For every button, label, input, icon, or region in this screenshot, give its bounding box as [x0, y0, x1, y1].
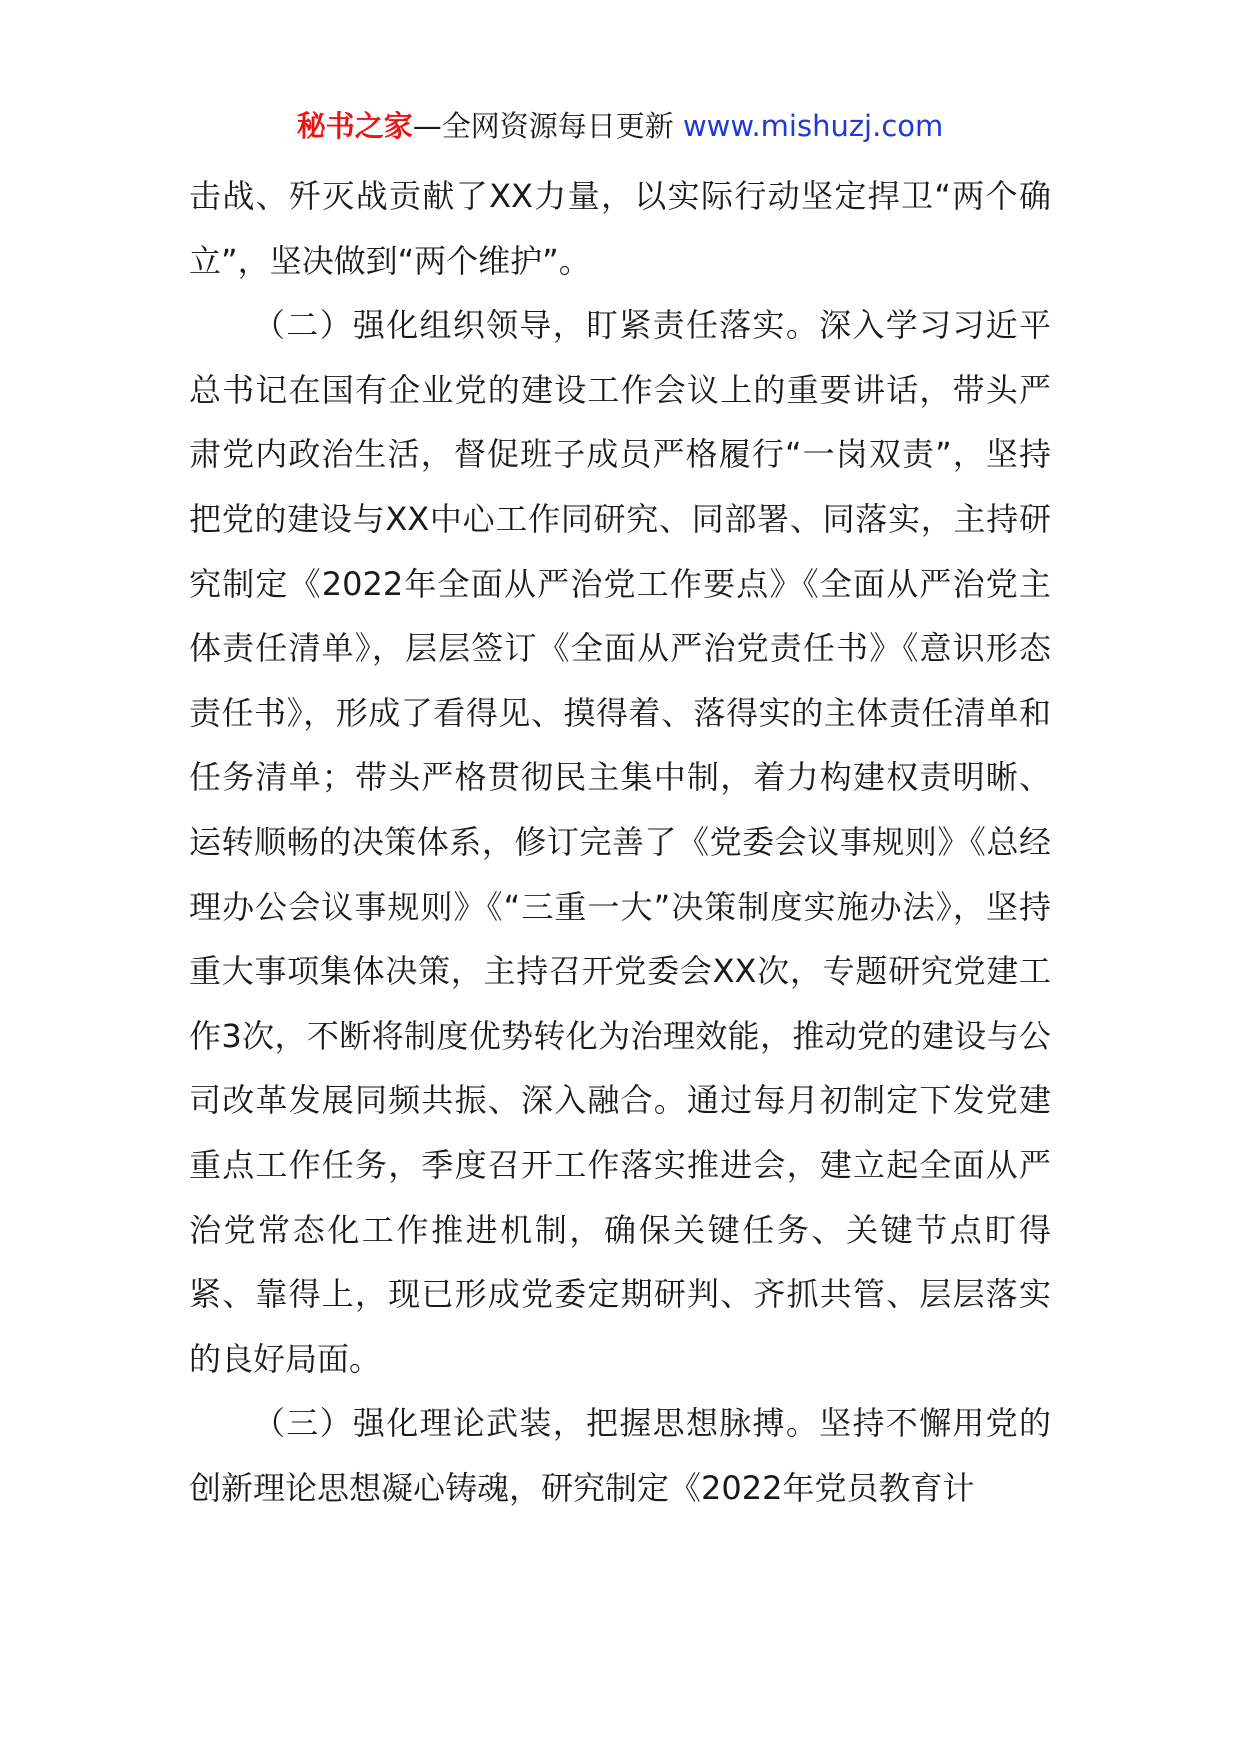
paragraph-section-three: （三）强化理论武装，把握思想脉搏。坚持不懈用党的创新理论思想凝心铸魂，研究制定《2022年党员教育计: [189, 1404, 1051, 1507]
page-header: [0, 104, 1240, 148]
header-tagline: —全网资源每日更新: [412, 109, 674, 143]
document-body: [189, 164, 1051, 1520]
paragraph-section-two: （二）强化组织领导，盯紧责任落实。深入学习习近平总书记在国有企业党的建设工作会议上的重要讲话，带头严肃党内政治生活，督促班子成员严格履行“一岗双责”，坚持把党的建设与XX中心工作同研究、同部署、同落实，主持研究制定《2022年全面从严治党工作要点》《全面从严治党主体责任清单》，层层签订《全面从严治党责任书》《意识形态责任书》，形成了看得见、摸得着、落得实的主体责任清单和任务清单；带头严格贯彻民主集中制，着力构建权责明晰、运转顺畅的决策体系，修订完善了《党委会议事规则》《总经理办公会议事规则》《“三重一大”决策制度实施办法》，坚持重大事项集体决策，主持召开党委会XX次，专题研究党建工作3次，不断将制度优势转化为治理效能，推动党的建设与公司改革发展同频共振、深入融合。通过每月初制定下发党建重点工作任务，季度召开工作落实推进会，建立起全面从严治党常态化工作推进机制，确保关键任务、关键节点盯得紧、靠得上，现已形成党委定期研判、齐抓共管、层层落实的良好局面。: [189, 306, 1051, 1378]
paragraph-continued: 击战、歼灭战贡献了XX力量，以实际行动坚定捍卫“两个确立”，坚决做到“两个维护”。: [189, 177, 1051, 280]
header-url[interactable]: www.mishuzj.com: [682, 109, 944, 143]
header-brand: 秘书之家: [296, 109, 413, 143]
